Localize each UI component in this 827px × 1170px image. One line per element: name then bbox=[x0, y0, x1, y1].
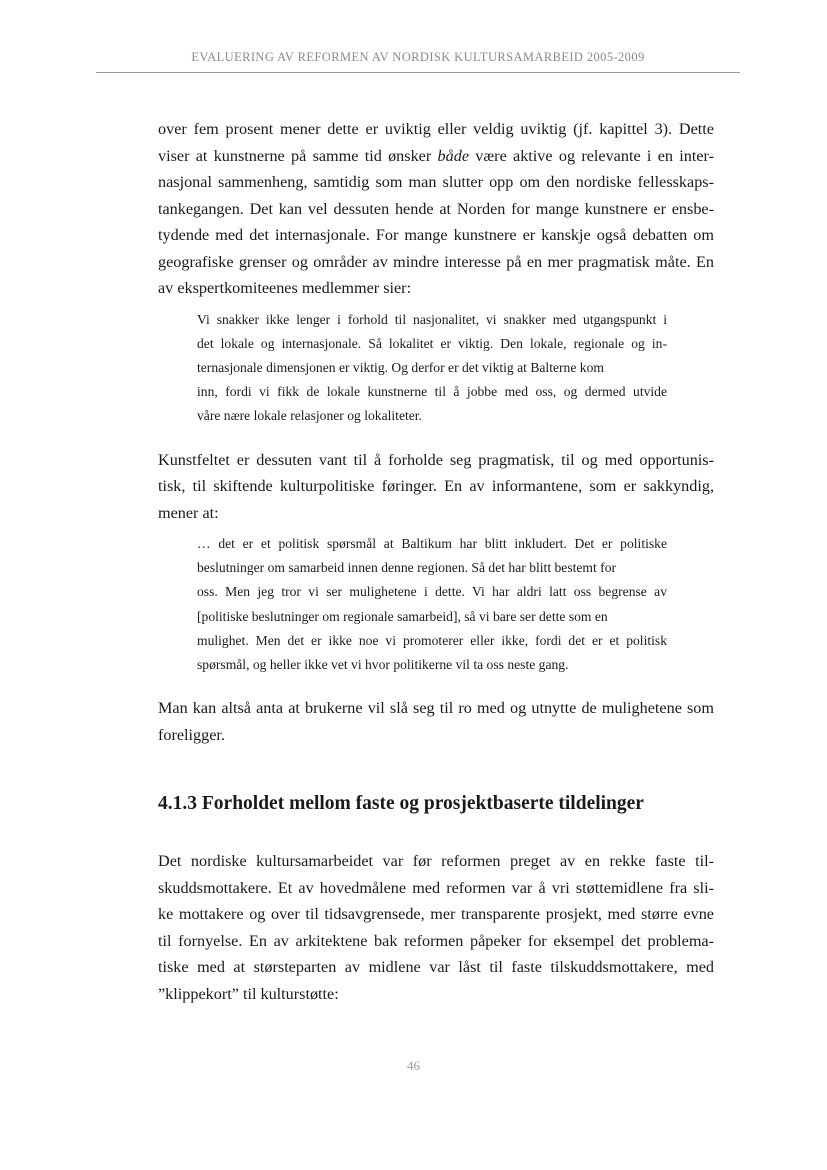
text-line: ke mottakere og over til tidsavgrensede, mer transparente prosjekt, med større evne bbox=[158, 905, 714, 924]
text-line bbox=[158, 143, 714, 170]
emphasis-text: både bbox=[437, 146, 469, 165]
body-paragraph bbox=[158, 116, 714, 302]
body-paragraph bbox=[158, 447, 714, 527]
text-line: av ekspertkomiteenes medlemmer sier: bbox=[158, 279, 412, 297]
quote-line: [politiske beslutninger om regionale samarbeid], så vi bare ser dette som en bbox=[197, 608, 608, 624]
text-line: Det nordiske kultursamarbeidet var før reformen preget av en rekke faste til- bbox=[158, 852, 714, 871]
text-line: tiske med at størsteparten av midlene var låst til faste tilskuddsmottakere, med bbox=[158, 958, 714, 977]
page-number: 46 bbox=[407, 1058, 420, 1073]
text-line: ”klippekort” til kulturstøtte: bbox=[158, 984, 339, 1003]
quote-line: våre nære lokale relasjoner og lokaliteter. bbox=[197, 408, 422, 424]
text-line: tankegangen. Det kan vel dessuten hende at Norden for mange kunstnere er ensbe- bbox=[158, 199, 714, 218]
text-line: Man kan altså anta at brukerne vil slå seg til ro med og utnytte de mulighetene som bbox=[158, 699, 714, 718]
running-header: EVALUERING AV REFORMEN AV NORDISK KULTURSAMARBEID 2005-2009 bbox=[191, 50, 645, 64]
text-line: tydende med det internasjonale. For mange kunstnere er kanskje også debatten om bbox=[158, 226, 714, 244]
quote-line: inn, fordi vi fikk de lokale kunstnerne til å jobbe med oss, og dermed utvide bbox=[197, 384, 667, 400]
body-paragraph bbox=[158, 695, 714, 748]
block-quote bbox=[158, 532, 667, 677]
quote-line: mulighet. Men det er ikke noe vi promoterer eller ikke, fordi det er et politisk bbox=[197, 632, 667, 648]
body-paragraph bbox=[158, 848, 714, 1007]
quote-line: Vi snakker ikke lenger i forhold til nasjonalitet, vi snakker med utgangspunkt i bbox=[197, 311, 667, 327]
text-line: nasjonal sammenheng, samtidig som man slutter opp om den nordiske fellesskaps- bbox=[158, 173, 714, 191]
block-quote bbox=[158, 308, 667, 429]
text-segment: være aktive og relevante i en inter- bbox=[475, 146, 714, 165]
text-line: mener at: bbox=[158, 503, 219, 522]
page-content bbox=[158, 116, 714, 1007]
text-line: skuddsmottakere. Et av hovedmålene med reformen var å vri støttemidlene fra sli- bbox=[158, 878, 714, 897]
quote-line: det lokale og internasjonale. Så lokalitet er viktig. Den lokale, regionale og in- bbox=[197, 335, 667, 351]
text-line: til fornyelse. En av arkitektene bak reformen påpeker for eksempel det problema- bbox=[158, 931, 714, 950]
text-line: over fem prosent mener dette er uviktig eller veldig uviktig (jf. kapittel 3). Dette bbox=[158, 120, 714, 138]
header-divider bbox=[96, 72, 740, 73]
quote-line: ternasjonale dimensjonen er viktig. Og derfor er det viktig at Balterne kom bbox=[197, 359, 604, 375]
quote-line: beslutninger om samarbeid innen denne regionen. Så det har blitt bestemt for bbox=[197, 560, 617, 576]
text-line: geografiske grenser og områder av mindre interesse på en mer pragmatisk måte. En bbox=[158, 252, 714, 271]
quote-line: spørsmål, og heller ikke vet vi hvor politikerne vil ta oss neste gang. bbox=[197, 657, 569, 673]
quote-line: oss. Men jeg tror vi ser mulighetene i dette. Vi har aldri latt oss begrense av bbox=[197, 584, 667, 600]
text-segment: viser at kunstnerne på samme tid ønsker bbox=[158, 146, 432, 165]
section-heading: 4.1.3 Forholdet mellom faste og prosjektbaserte tildelinger bbox=[158, 793, 644, 815]
quote-line: … det er et politisk spørsmål at Baltikum har blitt inkludert. Det er politiske bbox=[197, 536, 667, 552]
text-line: tisk, til skiftende kulturpolitiske føringer. En av informantene, som er sakkyndig, bbox=[158, 477, 714, 496]
text-line: Kunstfeltet er dessuten vant til å forholde seg pragmatisk, til og med opportunis- bbox=[158, 450, 714, 469]
text-line: foreligger. bbox=[158, 725, 225, 744]
